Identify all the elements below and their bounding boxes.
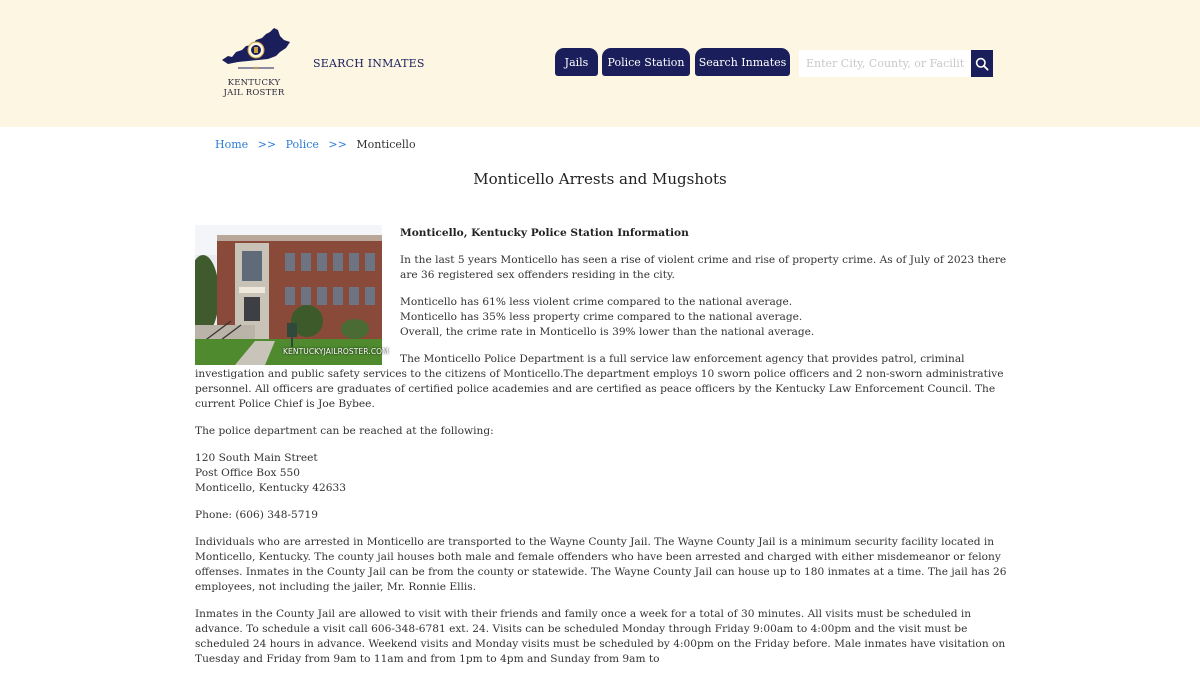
address-line: Post Office Box 550 [195, 467, 301, 479]
site-header [0, 0, 1200, 127]
search-inmates-link[interactable]: SEARCH INMATES [313, 57, 425, 70]
stat-line: Monticello has 35% less property crime compared to the national average. [400, 311, 803, 323]
nav-police-station-button[interactable]: Police Station [602, 48, 690, 76]
nav-jails-button[interactable]: Jails [555, 48, 598, 76]
breadcrumb-police-link[interactable]: Police [285, 138, 319, 151]
department-paragraph: The Monticello Police Department is a full service law enforcement agency that provides patrol, criminal investigation and public safety services to the citizens of Monticello.The department employs 10 sworn police officers and 2 non-sworn administrative personnel. All officers are graduates of certified police academies and are certified as peace officers by the Kentucky Law Enforcement Council. The current Police Chief is Joe Bybee. [195, 353, 1004, 410]
jail-paragraph: Individuals who are arrested in Monticello are transported to the Wayne County Jail. The Wayne County Jail is a minimum security facility located in Monticello, Kentucky. The county jail houses both male and female offenders who have been arrested and charged with either misdemeanor or felony offenses. Inmates in the County Jail can be from the county or statewide. The Wayne County Jail can house up to 180 inmates at a time. The jail has 26 employees, not including the jailer, Mr. Ronnie Ellis. [195, 536, 1007, 593]
nav-search-inmates-button[interactable]: Search Inmates [695, 48, 790, 76]
address-line: 120 South Main Street [195, 452, 318, 464]
breadcrumb-separator: >> [328, 138, 347, 151]
search-input[interactable] [799, 50, 971, 77]
address-block [195, 451, 1007, 496]
visitation-paragraph: Inmates in the County Jail are allowed to visit with their friends and family once a week for a total of 30 minutes. All visits must be scheduled in advance. To schedule a visit call 606-348-6781 ext. 24. Visits can be scheduled Monday through Friday 9:00am to 4:00pm and the visit must be scheduled 24 hours in advance. Weekend visits and Monday visits must be scheduled by 4:00pm on the Friday before. Male inmates have visitation on Tuesday and Friday from 9am to 11am and from 1pm to 4pm and Sunday from 9am to [195, 608, 1006, 665]
page-title: Monticello Arrests and Mugshots [473, 170, 727, 188]
breadcrumb-home-link[interactable]: Home [215, 138, 249, 151]
main-content [195, 225, 1007, 679]
contact-intro: The police department can be reached at the following: [195, 425, 494, 437]
kentucky-map-icon [218, 26, 290, 76]
phone-number: Phone: (606) 348-5719 [195, 509, 318, 521]
stat-line: Overall, the crime rate in Monticello is 39% lower than the national average. [400, 326, 815, 338]
logo-text-line1: KENTUCKY [227, 78, 281, 88]
breadcrumb-separator: >> [257, 138, 277, 151]
photo-spacer [195, 225, 400, 366]
site-logo[interactable] [215, 26, 293, 104]
breadcrumb [215, 138, 416, 151]
logo-text-line2: JAIL ROSTER [223, 88, 285, 98]
info-heading: Monticello, Kentucky Police Station Information [400, 227, 689, 239]
address-line: Monticello, Kentucky 42633 [195, 482, 346, 494]
photo-watermark: KENTUCKYJAILROSTER.COM [283, 347, 389, 356]
breadcrumb-current: Monticello [356, 138, 416, 151]
search-button[interactable] [971, 50, 993, 77]
stat-line: Monticello has 61% less violent crime compared to the national average. [400, 296, 793, 308]
search-icon [975, 57, 989, 71]
crime-trend-paragraph: In the last 5 years Monticello has seen a rise of violent crime and rise of property crime. As of July of 2023 there are 36 registered sex offenders residing in the city. [400, 254, 1007, 281]
